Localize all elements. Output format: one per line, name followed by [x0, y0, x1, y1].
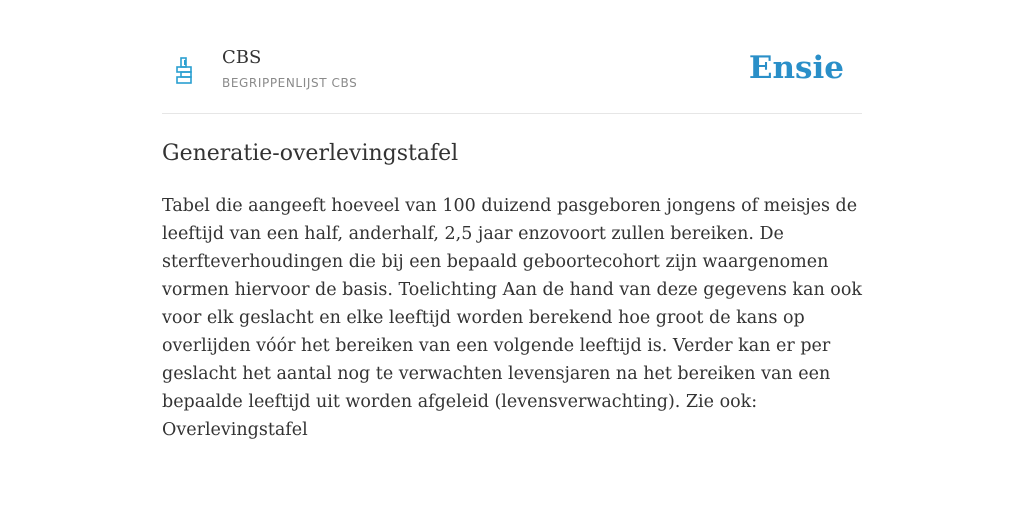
cbs-logo-icon[interactable] — [174, 56, 198, 88]
entry-header — [162, 0, 862, 114]
entry-card — [162, 0, 862, 444]
source-name[interactable]: CBS — [222, 47, 262, 68]
term-definition: Tabel die aangeeft hoeveel van 100 duizend pasgeboren jongens of meisjes de leeftijd van een half, anderhalf, 2,5 jaar enzovoort zullen bereiken. De sterfteverhoudingen die bij een bepaald geboortecohort zijn waargenomen vormen hiervoor de basis. Toelichting Aan de hand van deze gegevens kan ook voor elk geslacht en elke leeftijd worden berekend hoe groot de kans op overlijden vóór het bereiken van een volgende leeftijd is. Verder kan er per geslacht het aantal nog te verwachten levensjaren na het bereiken van een bepaalde leeftijd uit worden afgeleid (levensverwachting). Zie ook: Overlevingstafel — [162, 196, 862, 440]
brand-logo[interactable]: Ensie — [748, 50, 844, 86]
source-subtitle[interactable]: BEGRIPPENLIJST CBS — [222, 76, 358, 90]
term-title: Generatie-overlevingstafel — [162, 141, 459, 166]
